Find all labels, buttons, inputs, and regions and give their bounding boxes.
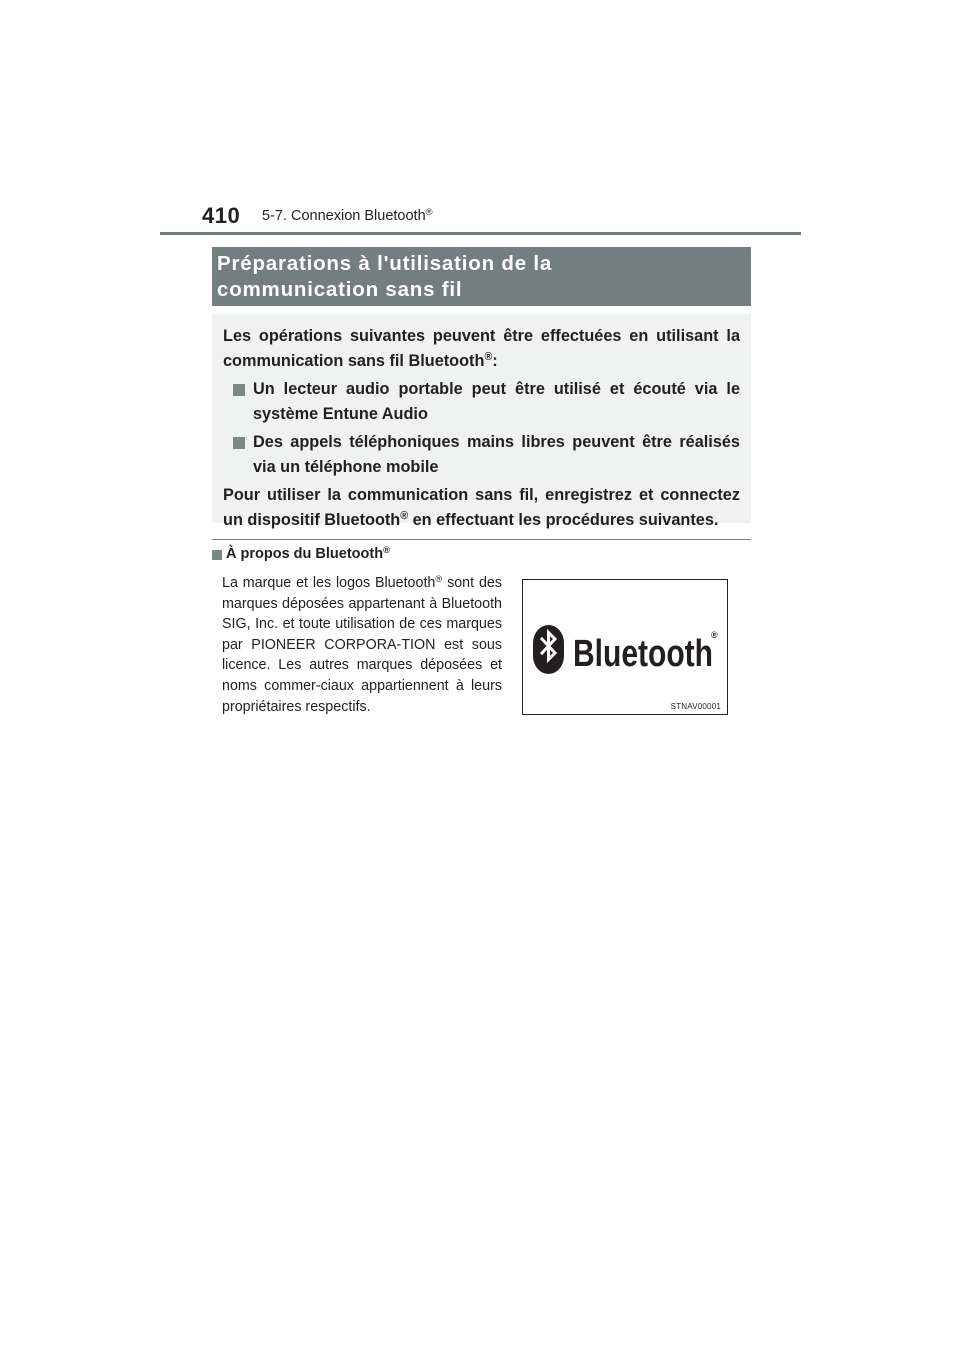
square-bullet-icon bbox=[233, 437, 245, 449]
square-bullet-icon bbox=[233, 384, 245, 396]
logo-registered-mark: ® bbox=[711, 630, 718, 640]
about-heading: À propos du Bluetooth® bbox=[212, 546, 390, 562]
bluetooth-logo bbox=[523, 580, 727, 714]
page-number: 410 bbox=[202, 203, 241, 228]
intro-lead: Les opérations suivantes peuvent être effectuées en utilisant la communication sans fil Bluetooth®: bbox=[223, 327, 740, 370]
intro-closing: Pour utiliser la communication sans fil, enregistrez et connectez un dispositif Bluetooth® en effectuant les procédures suivantes. bbox=[223, 486, 740, 529]
bluetooth-logo-figure bbox=[522, 579, 728, 715]
figure-id: STNAV00001 bbox=[670, 702, 721, 711]
intro-box bbox=[212, 314, 751, 529]
section-divider bbox=[212, 539, 751, 540]
logo-wordmark: Bluetooth bbox=[573, 633, 713, 675]
section-title-line2: communication sans fil bbox=[217, 278, 463, 301]
about-body: La marque et les logos Bluetooth® sont des marques déposées appartenant à Bluetooth SIG, Inc. et toute utilisation de ces marques par PIONEER CORPORA-TION est sous licence. Les autres marques déposées et noms commer-ciaux appartiennent à leurs propriétaires respectifs. bbox=[222, 573, 502, 715]
header-rule bbox=[160, 232, 801, 235]
list-item: Un lecteur audio portable peut être utilisé et écouté via le système Entune Audio bbox=[223, 377, 740, 426]
section-title-line1: Préparations à l'utilisation de la bbox=[217, 252, 553, 275]
section-title bbox=[212, 247, 751, 306]
square-bullet-icon bbox=[212, 550, 222, 560]
list-item: Des appels téléphoniques mains libres peuvent être réalisés via un téléphone mobile bbox=[223, 430, 740, 479]
chapter-title: 5-7. Connexion Bluetooth® bbox=[262, 205, 433, 224]
